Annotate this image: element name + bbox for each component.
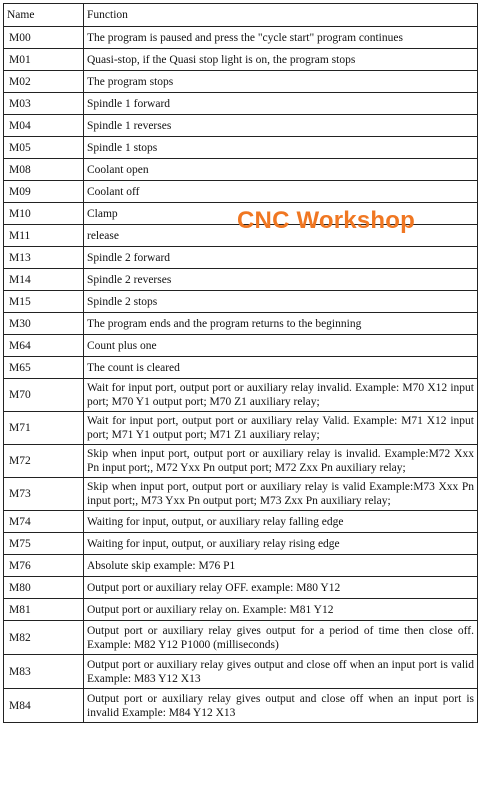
function-cell: Absolute skip example: M76 P1 — [84, 555, 478, 577]
function-cell: Output port or auxiliary relay OFF. example: M80 Y12 — [84, 577, 478, 599]
function-cell: Waiting for input, output, or auxiliary relay falling edge — [84, 511, 478, 533]
table-row — [4, 478, 478, 511]
function-cell: The program is paused and press the "cycle start" program continues — [84, 27, 478, 49]
function-cell: Spindle 2 stops — [84, 291, 478, 313]
function-cell: The count is cleared — [84, 357, 478, 379]
function-cell: Spindle 1 stops — [84, 137, 478, 159]
watermark-text: CNC Workshop — [237, 207, 415, 234]
table-row — [4, 379, 478, 412]
m-code-cell: M10 — [4, 203, 84, 225]
function-cell: Skip when input port, output port or auxiliary relay is valid Example:M73 Xxx Pn input port;, M73 Yxx Pn output port; M73 Zxx Pn auxiliary relay; — [84, 478, 478, 511]
header-function: Function — [84, 4, 478, 27]
header-name: Name — [4, 4, 84, 27]
function-cell: Spindle 1 reverses — [84, 115, 478, 137]
m-code-cell: M00 — [4, 27, 84, 49]
table-row — [4, 181, 478, 203]
m-code-cell: M13 — [4, 247, 84, 269]
m-code-cell: M05 — [4, 137, 84, 159]
table-row — [4, 27, 478, 49]
function-cell: Count plus one — [84, 335, 478, 357]
m-code-cell: M14 — [4, 269, 84, 291]
table-row — [4, 71, 478, 93]
m-code-cell: M08 — [4, 159, 84, 181]
m-code-cell: M81 — [4, 599, 84, 621]
table-row — [4, 269, 478, 291]
m-code-cell: M03 — [4, 93, 84, 115]
function-cell: Output port or auxiliary relay on. Example: M81 Y12 — [84, 599, 478, 621]
table-row — [4, 291, 478, 313]
table-row — [4, 159, 478, 181]
table-row — [4, 93, 478, 115]
table-row — [4, 533, 478, 555]
m-code-cell: M82 — [4, 621, 84, 655]
m-code-cell: M02 — [4, 71, 84, 93]
function-cell: Wait for input port, output port or auxiliary relay Valid. Example: M71 X12 input port; M71 Y1 output port; M71 Z1 auxiliary relay; — [84, 412, 478, 445]
m-code-cell: M01 — [4, 49, 84, 71]
m-code-cell: M65 — [4, 357, 84, 379]
table-row — [4, 115, 478, 137]
function-cell: Output port or auxiliary relay gives output and close off when an input port is valid Example: M83 Y12 X13 — [84, 655, 478, 689]
m-code-cell: M30 — [4, 313, 84, 335]
function-cell: Output port or auxiliary relay gives output for a period of time then close off. Example: M82 Y12 P1000 (milliseconds) — [84, 621, 478, 655]
m-code-cell: M73 — [4, 478, 84, 511]
m-code-cell: M76 — [4, 555, 84, 577]
table-row — [4, 412, 478, 445]
m-code-cell: M70 — [4, 379, 84, 412]
function-cell: Skip when input port, output port or auxiliary relay is invalid. Example:M72 Xxx Pn input port;, M72 Yxx Pn output port; M72 Zxx Pn auxiliary relay; — [84, 445, 478, 478]
function-cell: The program stops — [84, 71, 478, 93]
function-cell: Output port or auxiliary relay gives output and close off when an input port is invalid Example: M84 Y12 X13 — [84, 689, 478, 723]
function-cell: The program ends and the program returns to the beginning — [84, 313, 478, 335]
function-cell: Spindle 2 forward — [84, 247, 478, 269]
table-row — [4, 49, 478, 71]
m-code-table — [3, 3, 478, 723]
table-row — [4, 137, 478, 159]
function-cell: release — [84, 225, 478, 247]
table-row — [4, 555, 478, 577]
table-row — [4, 599, 478, 621]
function-cell: Coolant off — [84, 181, 478, 203]
m-code-cell: M15 — [4, 291, 84, 313]
table-row — [4, 445, 478, 478]
m-code-cell: M75 — [4, 533, 84, 555]
table-row — [4, 511, 478, 533]
m-code-cell: M83 — [4, 655, 84, 689]
table-row — [4, 577, 478, 599]
table-row — [4, 621, 478, 655]
function-cell: Spindle 1 forward — [84, 93, 478, 115]
table-row — [4, 655, 478, 689]
table-row — [4, 313, 478, 335]
function-cell: Coolant open — [84, 159, 478, 181]
table-row — [4, 357, 478, 379]
function-cell: Quasi-stop, if the Quasi stop light is on, the program stops — [84, 49, 478, 71]
function-cell: Spindle 2 reverses — [84, 269, 478, 291]
table-row — [4, 335, 478, 357]
function-cell: Wait for input port, output port or auxiliary relay invalid. Example: M70 X12 input port; M70 Y1 output port; M70 Z1 auxiliary relay; — [84, 379, 478, 412]
function-cell: Clamp — [84, 203, 478, 225]
header-row — [4, 4, 478, 27]
m-code-cell: M84 — [4, 689, 84, 723]
m-code-cell: M64 — [4, 335, 84, 357]
m-code-cell: M04 — [4, 115, 84, 137]
table-row — [4, 247, 478, 269]
function-cell: Waiting for input, output, or auxiliary relay rising edge — [84, 533, 478, 555]
m-code-cell: M74 — [4, 511, 84, 533]
m-code-cell: M09 — [4, 181, 84, 203]
table-row — [4, 689, 478, 723]
m-code-cell: M71 — [4, 412, 84, 445]
m-code-cell: M72 — [4, 445, 84, 478]
m-code-cell: M11 — [4, 225, 84, 247]
m-code-cell: M80 — [4, 577, 84, 599]
